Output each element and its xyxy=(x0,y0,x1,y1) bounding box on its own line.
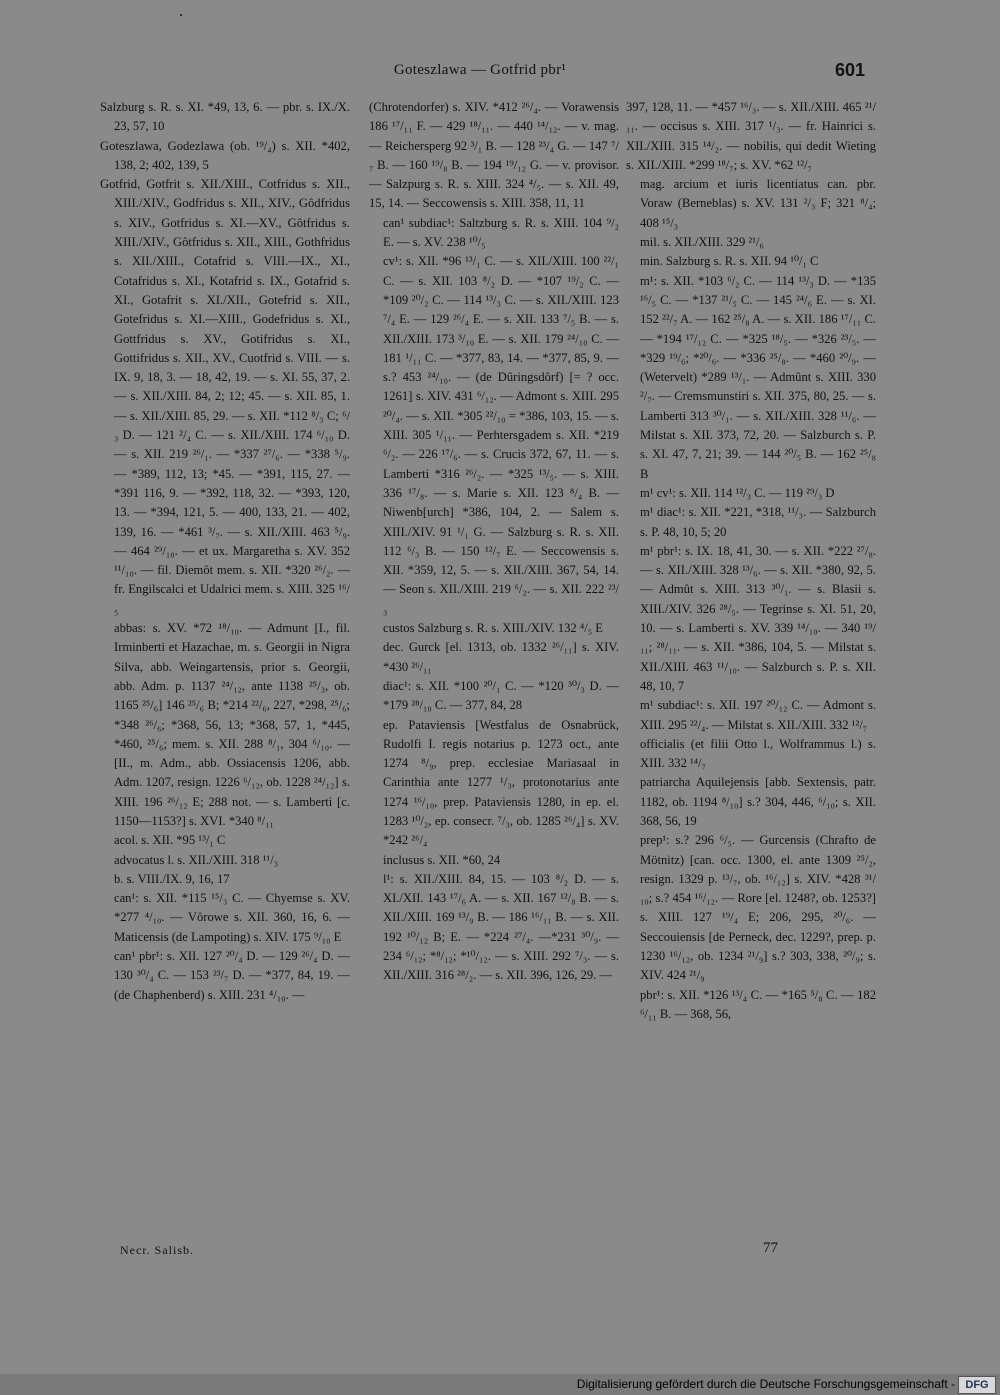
entry: mil. s. XII./XIII. 329 ²¹/₆ xyxy=(640,235,764,250)
entry: officialis (et filii Otto l., Wolframmus l.) s. XIII. 332 ¹⁴/₇ xyxy=(640,736,876,771)
page-number: 601 xyxy=(834,60,865,80)
column-1 xyxy=(100,98,350,1238)
entry: diac¹: s. XII. *100 ²⁰/₁ C. — *120 ³⁰/₃ D. — *179 ²⁸/₁₀ C. — 377, 84, 28 xyxy=(383,678,619,713)
entry: m¹: s. XII. *103 ⁶/₂ C. — 114 ¹³/₃ D. — *135 ¹⁶/₅ C. — *137 ²¹/₅ C. — 145 ²⁴/₆ E. — s. XI. 152 ²²/₇ A. — 162 ²⁵/₈ A. — s. XII. 186 ¹⁷/₁₁ C. — *194 ¹⁷/₁₂ C. — *325 ¹⁸/₅. — *326 ²³/₅. — *329 ¹⁹/₆; *²⁰/₆. — *336 ²⁵/₈. — *460 ²⁰/₉. — (Wetervelt) *289 ¹³/₁. — Admûnt s. XIII. 330 ²/₇. — Cremsmunstiri s. XII. 375, 80, 25. — s. Lamberti 313 ³⁰/₁. — s. XII./XIII. 328 ¹¹/₆. — Milstat s. XII. 373, 72, 20. — Salzburch s. P. s. XI. 47, 7, 21; 39. — 144 ²⁰/₅ B. — 162 ²⁵/₈ B xyxy=(640,273,876,481)
running-title: Goteszlawa — Gotfrid pbr¹ xyxy=(393,62,567,78)
entry: m¹ cv¹: s. XII. 114 ¹²/₃ C. — 119 ²⁹/₃ D xyxy=(640,485,835,500)
dfg-logo[interactable]: DFG xyxy=(958,1376,996,1394)
signature-mark: Necr. Salisb. xyxy=(120,1243,194,1257)
credit-bar xyxy=(0,1374,1000,1395)
entry: m¹ diac¹: s. XII. *221, *318, ¹¹/₃. — Salzburch s. P. 48, 10, 5; 20 xyxy=(640,505,876,539)
entry: custos Salzburg s. R. s. XIII./XIV. 132 ⁴/₅ E xyxy=(383,621,603,636)
scan-mark xyxy=(180,14,182,16)
entry: abbas: s. XV. *72 ¹⁸/₁₀. — Admunt [I., fil. Irminberti et Hazachae, m. s. Georgii in Nigra Silva, abb. Weingartensis, prior s. Georgii, abb. Adm. p. 1137 ²⁴/₁₂, ante 1138 ²⁵/₃, ob. 1165 ²⁵/₆] 146 ²⁵/₆ B; *214 ²²/₆, 227, *298, ²⁵/₆; *348 ²⁶/₆; *368, 56, 13; *368, 57, 1, *445, *460, ²⁵/₆; mem. s. XII. 288 ⁸/₁, 304 ⁶/₁₀. — [II., m. Adm., abb. Ossiacensis 1206, abb. Adm. 1207, resign. 1226 ⁶/₁₂, ob. 1228 ²⁴/₁₂] s. XIII. 196 ²⁶/₁₂ E; 288 not. — s. Lamberti [c. 1150—1153?] s. XVI. *340 ⁸/₁₁ xyxy=(114,621,350,828)
entry: b. s. VIII./IX. 9, 16, 17 xyxy=(114,871,230,886)
entry: Goteszlawa, Godezlawa (ob. ¹⁹/₄) s. XII. *402, 138, 2; 402, 139, 5 xyxy=(100,138,350,172)
entry: Gotfrid, Gotfrit s. XII./XIII., Cotfridus s. XII., XIII./XIV., Godfridus s. XII., XIV., Gôdfridus s. XIV., Gotfridus s. XI.—XV., Gôtfridus s. XIII./XIV., Gôtfridus s. XII., XIII., Gothfridus s. XII./XIII., Cotafrid s. VIII.—IX., XI., Cotafridus s. XI., Kotafrid s. IX., Gotafrid s. XI., Gotafrit s. XI./XII., Gotefrid s. XII., Gotefridus s. XI.—XIII., Godefridus s. XI., Gottfridus s. XV., Gotifridus s. XI., Gottifridus s. XII., XV., Cuotfrid s. VIII. — s. IX. 9, 18, 3. — 18, 42, 19. — s. XI. 55, 37, 2. — s. XII./XIII. 84, 2; 12; 45. — s. XII. 85, 1. — s. XII./XIII. 85, 29. — s. XII. *112 ⁸/₃ C; ⁶/₃ D. — 121 ²/₄ C. — s. XII./XIII. 174 ⁶/₁₀ D. — s. XII. 219 ²⁶/₁. — *337 ²⁷/₆. — *338 ⁵/₉. — *389, 112, 13; *45. — *391, 115, 27. — *391 116, 9. — *392, 118, 32. — *393, 120, 13. — *394, 121, 5. — 400, 133, 21. — 402, 139, 16. — *461 ³/₇. — s. XII./XIII. 463 ⁵/₉. — 464 ²⁹/₁₀. — et ux. Margaretha s. XV. 352 ¹¹/₁₀. — fil. Diemôt mem. s. XII. *320 ²⁶/₂. — fr. Engilscalci et Udalrici mem. s. XIII. 325 ¹⁶/₅ xyxy=(100,177,350,616)
entry: Salzburg s. R. s. XI. *49, 13, 6. — pbr. s. IX./X. 23, 57, 10 xyxy=(100,100,350,134)
entry: patriarcha Aquilejensis [abb. Sextensis, patr. 1182, ob. 1194 ⁸/₁₀] s.? 304, 446, ⁶/₁₀; s. XII. 368, 56, 19 xyxy=(640,775,876,828)
entry: l¹: s. XII./XIII. 84, 15. — 103 ⁸/₂ D. — s. XI./XII. 143 ¹⁷/₆ A. — s. XII. 167 ¹²/₈ B. — s. XII./XIII. 169 ¹³/₉ B. — 186 ¹⁶/₁₁ B. — s. XII. 192 ¹⁰/₁₂ B; E. — *224 ²⁷/₄. —*231 ³⁰/₉. — 234 ⁶/₁₂; *⁸/₁₂; *¹⁰/₁₂. — s. XIII. 292 ⁷/₃. — s. XII./XIII. 316 ²⁸/₂. — s. XII. 396, 126, 29. — xyxy=(383,871,619,983)
entry: ep. Pataviensis [Westfalus de Osnabrück, Rudolfi I. regis notarius p. 1273 oct., ante 1274 ⁸/₉, prep. ecclesiae Mariasaal in Carinthia ante 1277 ¹/₃, protonotarius ante 1274 ¹⁶/₁₀, prep. Pataviensis 1280, in ep. el. 1283 ¹⁰/₂, ep. consecr. ⁷/₃, ob. 1285 ²⁶/₄] s. XV. *242 ²⁶/₄ xyxy=(383,717,619,848)
page-header xyxy=(95,62,865,86)
entry: m¹ subdiac¹: s. XII. 197 ²⁰/₁₂ C. — Admont s. XIII. 295 ²²/₄. — Milstat s. XII./XIII. 332 ¹²/₇ xyxy=(640,698,876,732)
entry: prep¹: s.? 296 ⁶/₅. — Gurcensis (Chrafto de Mötnitz) [can. occ. 1300, el. ante 1309 ²⁵/₂, resign. 1329 p. ¹³/₇, ob. ¹⁶/₁₂] s. XIV. *428 ³¹/₁₀; s.? 454 ¹⁶/₁₂. — Rore [el. 1248?, ob. 1253?] s. XIII. 127 ¹⁹/₄ E; 206, 295, ²⁰/₆. — Seccouiensis [de Perneck, dec. 1229?, prep. p. 1230 ¹⁶/₁₂, ob. 1234 ²¹/₉] s.? 303, 338, ²⁰/₉; s. XIV. 424 ²¹/₉ xyxy=(640,833,876,983)
entry: 397, 128, 11. — *457 ¹⁶/₃. — s. XII./XIII. 465 ²¹/₁₁. — occisus s. XIII. 317 ¹/₃. — fr. Hainrici s. XII./XIII. 315 ¹⁴/₂. — nobilis, qui dedit Wieting s. XII./XIII. *299 ¹⁸/₇; s. XV. *62 ¹²/₇ xyxy=(626,100,876,172)
entry: m¹ pbr¹: s. IX. 18, 41, 30. — s. XII. *222 ²⁷/₈. — s. XII./XIII. 328 ¹³/₆. — s. XII. *380, 92, 5. — Admût s. XIII. 313 ³⁰/₁. — s. Blasii s. XIII./XIV. 326 ²⁸/₅. — Tegrinse s. XI. 51, 20, 10. — s. Lamberti s. XV. 339 ¹⁴/₁₀. — 340 ¹⁹/₁₁; ²⁸/₁₁. — s. XII. *386, 104, 5. — Milstat s. XII./XIII. 463 ¹¹/₁₀. — Salzburch s. P. s. XII. 48, 10, 7 xyxy=(640,543,876,693)
column-3 xyxy=(626,98,876,1238)
sheet-number: 77 xyxy=(763,1240,778,1256)
entry: advocatus l. s. XII./XIII. 318 ¹¹/₃ xyxy=(114,852,279,867)
entry: can¹ subdiac¹: Saltzburg s. R. s. XIII. 104 ⁹/₂ E. — s. XV. 238 ¹⁰/₅ xyxy=(383,215,619,250)
credit-text: Digitalisierung gefördert durch die Deutsche Forschungsgemeinschaft - xyxy=(576,1377,955,1391)
column-2 xyxy=(369,98,619,1238)
entry: can¹ pbr¹: s. XII. 127 ²⁰/₄ D. — 129 ²⁶/₄ D. — 130 ³⁰/₄ C. — 153 ²³/₇ D. — *377, 84, 19. — (de Chaphenberd) s. XIII. 231 ⁴/₁₀. — xyxy=(114,949,350,1002)
entry: can¹: s. XII. *115 ¹⁵/₃ C. — Chyemse s. XV. *277 ⁴/₁₀. — Vôrowe s. XII. 360, 16, 6. — Maticensis (de Lampoting) s. XIV. 175 ⁹/₁₀ E xyxy=(114,891,350,944)
entry: min. Salzburg s. R. s. XII. 94 ¹⁰/₁ C xyxy=(640,254,819,269)
entry: mag. arcium et iuris licentiatus can. pbr. Voraw (Berneblas) s. XV. 131 ²/₃ F; 321 ⁸/₄; 408 ¹⁵/₃ xyxy=(640,177,876,230)
entry: acol. s. XII. *95 ¹³/₁ C xyxy=(114,833,226,848)
entry: pbr¹: s. XII. *126 ¹³/₄ C. — *165 ⁵/₈ C. — 182 ⁶/₁₁ B. — 368, 56, xyxy=(640,987,876,1021)
entry: cv¹: s. XII. *96 ¹³/₁ C. — s. XII./XIII. 100 ²²/₁ C. — s. XII. 103 ⁸/₂ D. — *107 ¹⁹/₂ C. — *109 ²⁰/₂ C. — 114 ¹³/₃ C. — s. XII./XIII. 123 ⁷/₄ E. — 129 ²⁶/₄ E. — s. XII. 133 ⁷/₅ B. — s. XII./XIII. 173 ³/₁₀ E. — s. XII. 179 ²⁴/₁₀ C. — 181 ¹/₁₁ C. — *377, 83, 14. — *377, 85, 9. — s.? 453 ²⁴/₁₀. — (de Dûringsdôrf) [= ? occ. 1261] s. XIV. 431 ⁶/₁₂. — Admont s. XIII. 295 ²⁰/₄. — s. XII. *305 ²²/₁₀ = *386, 103, 15. — s. XIII. 305 ¹/₁₁. — Perhtersgadem s. XII. *219 ⁶/₂. — 226 ¹⁷/₆. — s. Crucis 372, 67, 11. — s. Lamberti *316 ²⁶/₂. — *325 ¹³/₅. — s. XIII. 336 ¹⁷/₈. — s. Marie s. XII. 123 ⁸/₄ B. — Niwenb[urch] *386, 104, 2. — Salem s. XIII./XIV. 91 ¹/₁ G. — Salzburg s. R. s. XII. 112 ⁶/₃ B. — 150 ¹²/₇ E. — Seccowensis s. XII. *359, 12, 5. — s. XII./XIII. 367, 54, 14. — Seon s. XII./XIII. 219 ⁶/₂. — s. XII. 222 ²³/₃ xyxy=(383,254,619,616)
entry: dec. Gurck [el. 1313, ob. 1332 ²⁶/₁₁] s. XIV. *430 ²⁶/₁₁ xyxy=(383,640,619,674)
entry: (Chrotendorfer) s. XIV. *412 ²⁶/₄. — Vorawensis 186 ¹⁷/₁₁ F. — 429 ¹⁸/₁₁. — 440 ¹⁴/₁₂. — v. mag. — Reichersperg 92 ³/₁ B. — 128 ²³/₄ G. — 147 ⁷/₇ B. — 160 ¹⁹/₈ B. — 194 ¹⁹/₁₂ G. — v. provisor. — Salzpurg s. R. s. XIII. 324 ⁴/₅. — s. XII. 49, 15, 14. — Seccowensis s. XIII. 358, 11, 11 xyxy=(369,100,619,211)
entry: inclusus s. XII. *60, 24 xyxy=(383,852,501,867)
